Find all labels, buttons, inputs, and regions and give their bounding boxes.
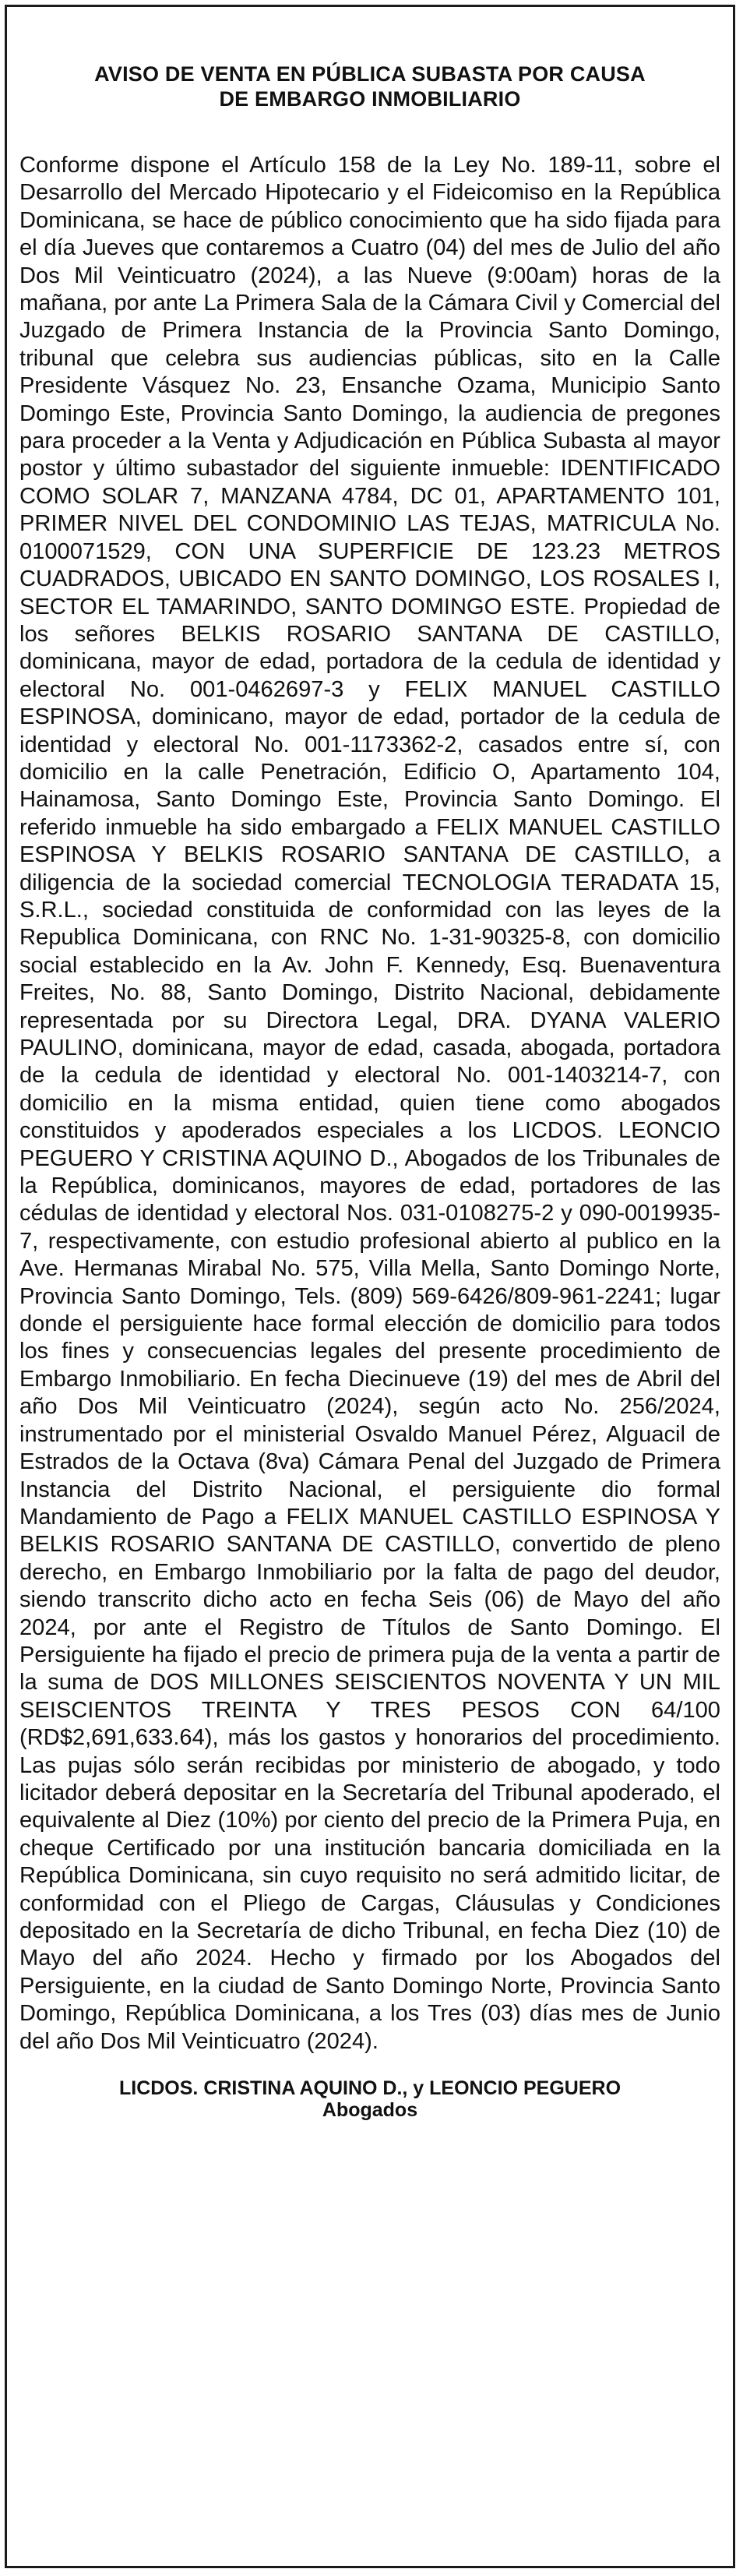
signature-names: LICDOS. CRISTINA AQUINO D., y LEONCIO PEGUERO — [118, 2077, 622, 2100]
notice-title — [38, 62, 702, 111]
notice-title-line-1: AVISO DE VENTA EN PÚBLICA SUBASTA POR CAUSA — [94, 62, 646, 86]
notice-body: Conforme dispone el Artículo 158 de la Ley No. 189-11, sobre el Desarrollo del Mercado Hipotecario y el Fideicomiso en la República Dominicana, se hace de público conocimiento que ha sido fijada para el día Jueves que contaremos a Cuatro (04) del mes de Julio del año Dos Mil Veinticuatro (2024), a las Nueve (9:00am) horas de la mañana, por ante La Primera Sala de la Cámara Civil y Comercial del Juzgado de Primera Instancia de la Provincia Santo Domingo, tribunal que celebra sus audiencias públicas, sito en la Calle Presidente Vásquez No. 23, Ensanche Ozama, Municipio Santo Domingo Este, Provincia Santo Domingo, la audiencia de pregones para proceder a la Venta y Adjudicación en Pública Subasta al mayor postor y último subastador del siguiente inmueble: IDENTIFICADO COMO SOLAR 7, MANZANA 4784, DC 01, APARTAMENTO 101, PRIMER NIVEL DEL CONDOMINIO LAS TEJAS, MATRICULA No. 0100071529, CON UNA SUPERFICIE DE 123.23 METROS CUADRADOS, UBICADO EN SANTO DOMINGO, LOS ROSALES I, SECTOR EL TAMARINDO, SANTO DOMINGO ESTE. Propiedad de los señores BELKIS ROSARIO SANTANA DE CASTILLO, dominicana, mayor de edad, portadora de la cedula de identidad y electoral No. 001-0462697-3 y FELIX MANUEL CASTILLO ESPINOSA, dominicano, mayor de edad, portador de la cedula de identidad y electoral No. 001-1173362-2, casados entre sí, con domicilio en la calle Penetración, Edificio O, Apartamento 104, Hainamosa, Santo Domingo Este, Provincia Santo Domingo. El referido inmueble ha sido embargado a FELIX MANUEL CASTILLO ESPINOSA Y BELKIS ROSARIO SANTANA DE CASTILLO, a diligencia de la sociedad comercial TECNOLOGIA TERADATA 15, S.R.L., sociedad constituida de conformidad con las leyes de la Republica Dominicana, con RNC No. 1-31-90325-8, con domicilio social establecido en la Av. John F. Kennedy, Esq. Buenaventura Freites, No. 88, Santo Domingo, Distrito Nacional, debidamente representada por su Directora Legal, DRA. DYANA VALERIO PAULINO, dominicana, mayor de edad, casada, abogada, portadora de la cedula de identidad y electoral No. 001-1403214-7, con domicilio en la misma entidad, quien tiene como abogados constituidos y apoderados especiales a los LICDOS. LEONCIO PEGUERO Y CRISTINA AQUINO D., Abogados de los Tribunales de la República, dominicanos, mayores de edad, portadores de las cédulas de identidad y electoral Nos. 031-0108275-2 y 090-0019935-7, respectivamente, con estudio profesional abierto al publico en la Ave. Hermanas Mirabal No. 575, Villa Mella, Santo Domingo Norte, Provincia Santo Domingo, Tels. (809) 569-6426/809-961-2241; lugar donde el persiguiente hace formal elección de domicilio para todos los fines y consecuencias legales del presente procedimiento de Embargo Inmobiliario. En fecha Diecinueve (19) del mes de Abril del año Dos Mil Veinticuatro (2024), según acto No. 256/2024, instrumentado por el ministerial Osvaldo Manuel Pérez, Alguacil de Estrados de la Octava (8va) Cámara Penal del Juzgado de Primera Instancia del Distrito Nacional, el persiguiente dio formal Mandamiento de Pago a FELIX MANUEL CASTILLO ESPINOSA Y BELKIS ROSARIO SANTANA DE CASTILLO, convertido de pleno derecho, en Embargo Inmobiliario por la falta de pago del deudor, siendo transcrito dicho acto en fecha Seis (06) de Mayo del año 2024, por ante el Registro de Títulos de Santo Domingo. El Persiguiente ha fijado el precio de primera puja de la venta a partir de la suma de DOS MILLONES SEISCIENTOS NOVENTA Y UN MIL SEISCIENTOS TREINTA Y TRES PESOS CON 64/100 (RD$2,691,633.64), más los gastos y honorarios del procedimiento. Las pujas sólo serán recibidas por ministerio de abogado, y todo licitador deberá depositar en la Secretaría del Tribunal apoderado, el equivalente al Diez (10%) por ciento del precio de la Primera Puja, en cheque Certificado por una institución bancaria domiciliada en la República Dominicana, sin cuyo requisito no será admitido licitar, de conformidad con el Pliego de Cargas, Cláusulas y Condiciones depositado en la Secretaría de dicho Tribunal, en fecha Diez (10) de Mayo del año 2024. Hecho y firmado por los Abogados del Persiguiente, en la ciudad de Santo Domingo Norte, Provincia Santo Domingo, República Dominicana, a los Tres (03) días mes de Junio del año Dos Mil Veinticuatro (2024). — [19, 153, 720, 2054]
signature-block — [30, 2077, 710, 2121]
notice-title-line-2: DE EMBARGO INMOBILIARIO — [219, 87, 521, 111]
legal-notice — [5, 5, 735, 2568]
signature-role: Abogados — [322, 2099, 418, 2122]
